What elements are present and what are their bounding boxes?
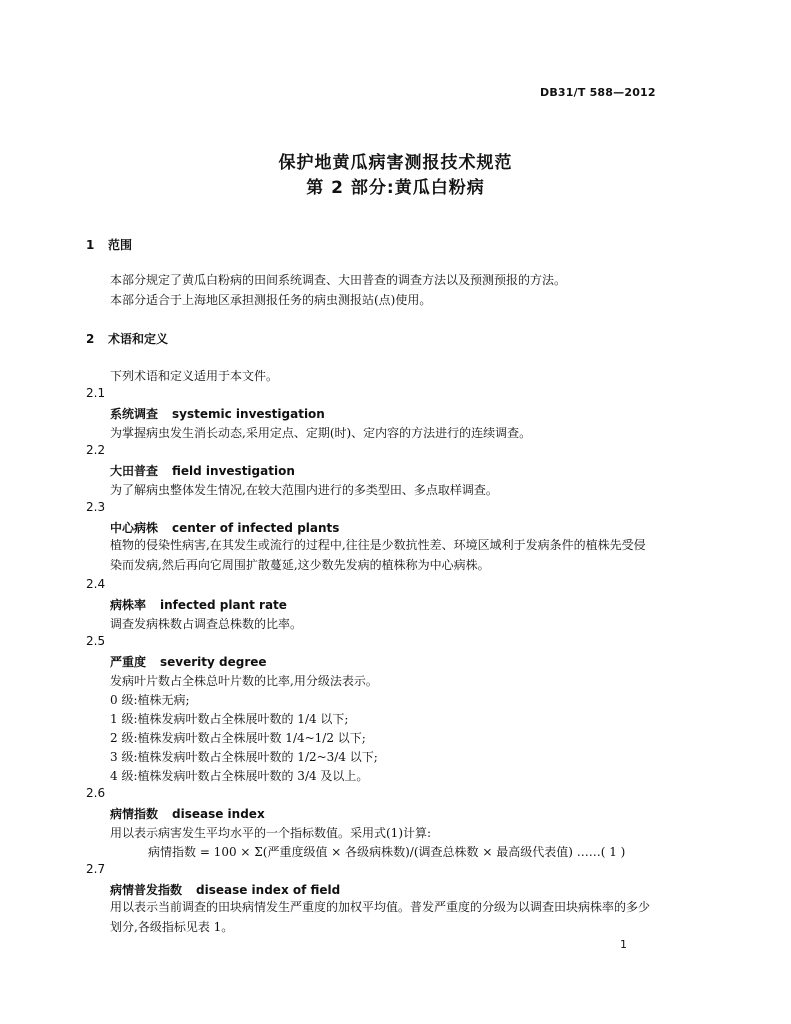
term-en: infected plant rate — [160, 598, 287, 612]
clause-number: 2.2 — [86, 443, 106, 457]
term-definition: 植物的侵染性病害,在其发生或流行的过程中,往往是少数抗性差、环境区域利于发病条件的植株先受侵染而发病,然后再向它周围扩散蔓延,这少数先发病的植株称为中心病株。 — [110, 538, 646, 572]
term-en: disease index of field — [196, 883, 341, 897]
term-zh: 大田普查 — [110, 464, 159, 478]
paragraph: 本部分规定了黄瓜白粉病的田间系统调查、大田普查的调查方法以及预测预报的方法。 — [110, 273, 567, 287]
severity-level: 1 级:植株发病叶数占全株展叶数的 1/4 以下; — [110, 712, 349, 726]
paragraph: 本部分适合于上海地区承担测报任务的病虫测报站(点)使用。 — [110, 293, 432, 307]
term-definition: 为了解病虫整体发生情况,在较大范围内进行的多类型田、多点取样调查。 — [110, 483, 498, 497]
clause-number: 2.6 — [86, 786, 106, 800]
term-zh: 病情指数 — [110, 807, 159, 821]
term-zh: 中心病株 — [110, 521, 159, 535]
section-2-heading — [86, 330, 168, 347]
severity-level: 3 级:植株发病叶数占全株展叶数的 1/2~3/4 以下; — [110, 750, 378, 764]
term-definition: 为掌握病虫发生消长动态,采用定点、定期(时)、定内容的方法进行的连续调查。 — [110, 426, 532, 440]
term-heading — [110, 462, 295, 479]
term-heading — [110, 805, 265, 822]
term-definition: 发病叶片数占全株总叶片数的比率,用分级法表示。 — [110, 674, 378, 688]
page-number: 1 — [620, 938, 627, 951]
paragraph: 下列术语和定义适用于本文件。 — [110, 369, 279, 383]
clause-number: 2.5 — [86, 634, 106, 648]
term-definition: 调查发病株数占调查总株数的比率。 — [110, 617, 303, 631]
term-en: field investigation — [172, 464, 295, 478]
term-heading — [110, 596, 287, 613]
term-heading — [110, 881, 340, 898]
formula-1: 病情指数 = 100 × Σ(严重度级值 × 各级病株数)/(调查总株数 × 最高级代表值) ……( 1 ) — [148, 845, 626, 859]
document-title: 保护地黄瓜病害测报技术规范 — [278, 153, 513, 173]
severity-level: 2 级:植株发病叶数占全株展叶数 1/4~1/2 以下; — [110, 731, 366, 745]
term-zh: 严重度 — [110, 655, 147, 669]
clause-number: 2.1 — [86, 386, 106, 400]
term-zh: 系统调查 — [110, 407, 159, 421]
standard-number: DB31/T 588—2012 — [540, 86, 656, 99]
section-1-heading — [86, 236, 132, 253]
section-title: 范围 — [108, 238, 133, 252]
section-number: 1 — [86, 238, 95, 252]
term-en: severity degree — [160, 655, 267, 669]
term-heading — [110, 653, 267, 670]
term-zh: 病情普发指数 — [110, 883, 183, 897]
term-definition: 用以表示当前调查的田块病情发生严重度的加权平均值。普发严重度的分级为以调查田块病株率的多少划分,各级指标见表 1。 — [110, 900, 651, 934]
term-zh: 病株率 — [110, 598, 147, 612]
term-heading — [110, 519, 339, 536]
severity-level: 0 级:植株无病; — [110, 693, 190, 707]
section-title: 术语和定义 — [108, 332, 169, 346]
term-en: systemic investigation — [172, 407, 325, 421]
term-definition: 用以表示病害发生平均水平的一个指标数值。采用式(1)计算: — [110, 826, 432, 840]
severity-level: 4 级:植株发病叶数占全株展叶数的 3/4 及以上。 — [110, 769, 369, 783]
term-en: center of infected plants — [172, 521, 340, 535]
term-heading — [110, 405, 325, 422]
section-number: 2 — [86, 332, 95, 346]
clause-number: 2.4 — [86, 577, 106, 591]
document-subtitle: 第 2 部分:黄瓜白粉病 — [306, 178, 485, 198]
clause-number: 2.7 — [86, 862, 106, 876]
clause-number: 2.3 — [86, 500, 106, 514]
term-en: disease index — [172, 807, 265, 821]
